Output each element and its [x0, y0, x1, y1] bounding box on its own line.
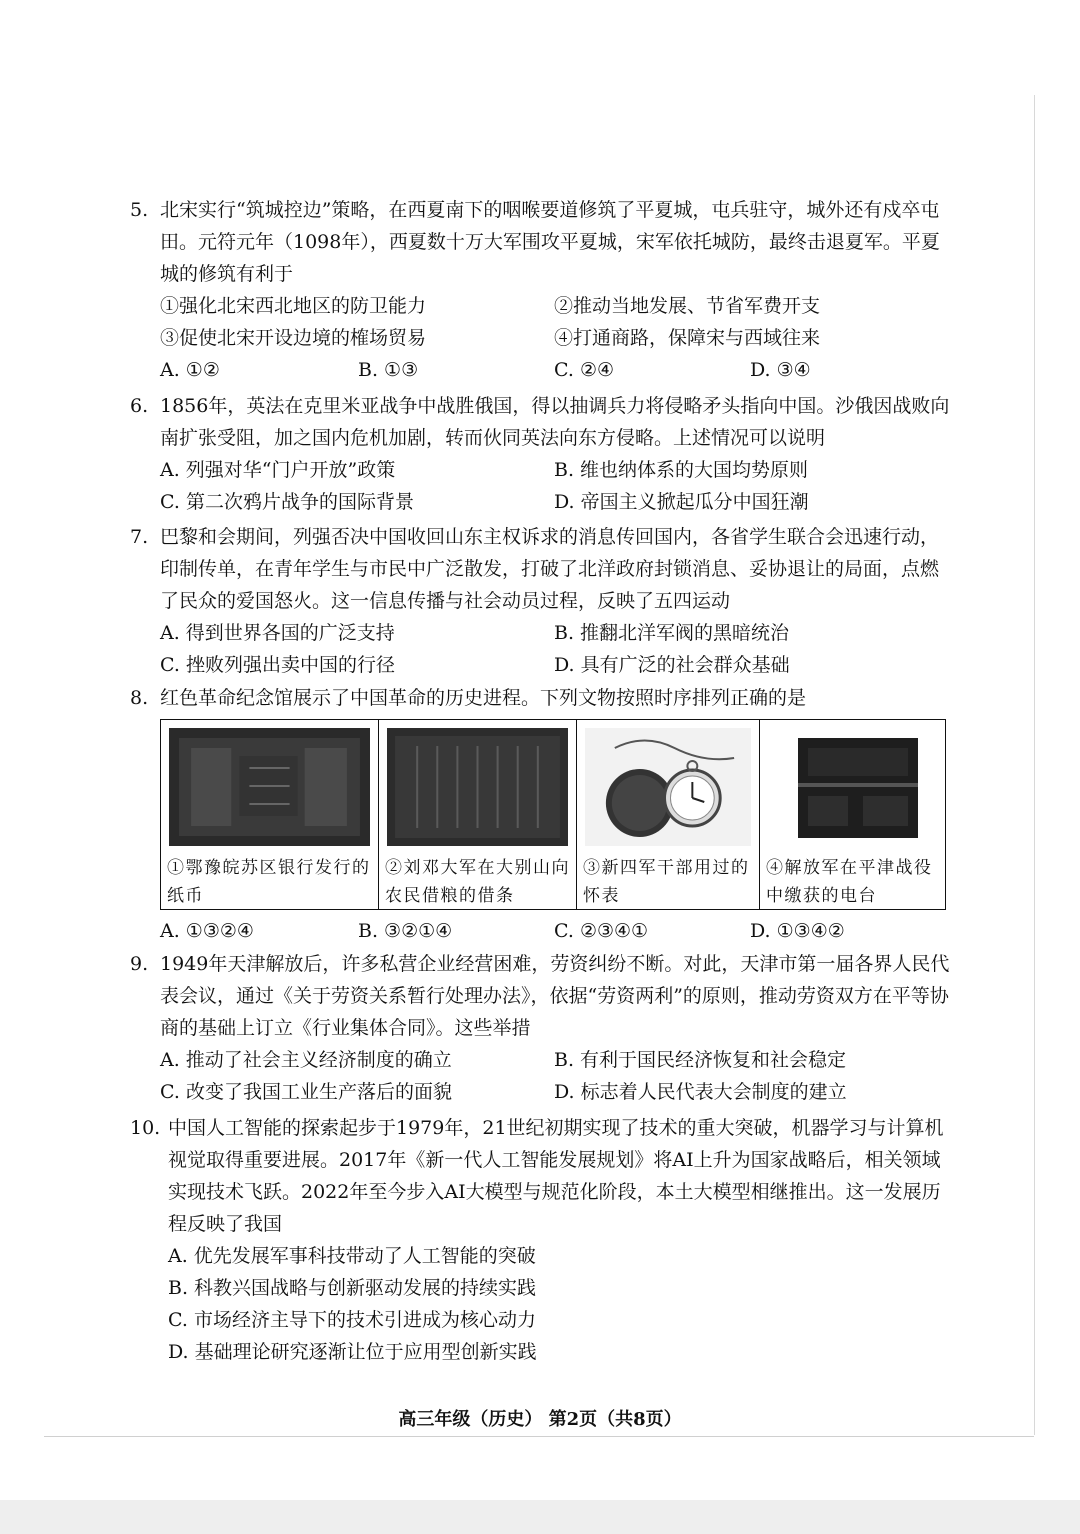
option-a: A. 列强对华“门户开放”政策 — [160, 459, 396, 481]
question-8-options — [130, 915, 950, 947]
option-a: A. 得到世界各国的广泛支持 — [160, 622, 395, 644]
option-row — [160, 617, 950, 649]
sheet-edge — [1034, 95, 1035, 1435]
page-footer: 高三年级（历史） 第2页（共8页） — [398, 1409, 682, 1430]
banknote-photo — [169, 728, 370, 846]
item: ②推动当地发展、节省军费开支 — [554, 295, 821, 317]
option-b: B. 有利于国民经济恢复和社会稳定 — [554, 1049, 847, 1071]
question-number: 10. — [130, 1117, 161, 1139]
option-row — [160, 649, 950, 681]
option-c: C. 挫败列强出卖中国的行径 — [160, 654, 395, 676]
option-d: D. 帝国主义掀起瓜分中国狂潮 — [554, 491, 809, 513]
question-number: 7. — [130, 526, 149, 548]
question-5 — [130, 194, 950, 386]
option-a: A. ①② — [160, 359, 220, 381]
artifact-table — [160, 719, 946, 910]
question-number: 8. — [130, 687, 149, 709]
option-row — [160, 354, 950, 386]
pocket-watch-photo — [585, 728, 751, 846]
option-row — [160, 1076, 950, 1108]
sheet-edge — [44, 1436, 1034, 1437]
loan-note-photo — [387, 728, 568, 846]
question-stem: 巴黎和会期间，列强否决中国收回山东主权诉求的消息传回国内，各省学生联合会迅速行动，印制传单，在青年学生与市民中广泛散发，打破了北洋政府封锁消息、妥协退让的局面，点燃了民众的爱国怒火。这一信息传播与社会动员过程，反映了五四运动 — [160, 526, 940, 612]
question-number: 9. — [130, 953, 149, 975]
option-d: D. 基础理论研究逐渐让位于应用型创新实践 — [168, 1341, 537, 1363]
question-stem: 中国人工智能的探索起步于1979年，21世纪初期实现了技术的重大突破，机器学习与计算机视觉取得重要进展。2017年《新一代人工智能发展规划》将AI上升为国家战略后，相关领域实现技术飞跃。2022年至今步入AI大模型与规范化阶段，本土大模型相继推出。这一发展历程反映了我国 — [168, 1117, 944, 1235]
option-b: B. ①③ — [358, 359, 419, 381]
artifact-cell — [379, 720, 577, 909]
question-stem: 1856年，英法在克里米亚战争中战胜俄国，得以抽调兵力将侵略矛头指向中国。沙俄因战败向南扩张受阻，加之国内危机加剧，转而伙同英法向东方侵略。上述情况可以说明 — [160, 395, 950, 449]
artifact-cell — [161, 720, 379, 909]
artifact-caption: ①鄂豫皖苏区银行发行的纸币 — [167, 858, 371, 906]
artifact-cell — [760, 720, 946, 909]
artifact-caption: ③新四军干部用过的怀表 — [583, 858, 750, 906]
artifact-cell — [577, 720, 760, 909]
option-c: C. ②④ — [554, 359, 615, 381]
question-number: 5. — [130, 199, 149, 221]
artifact-caption: ②刘邓大军在大别山向农民借粮的借条 — [385, 858, 570, 906]
question-8 — [130, 682, 950, 714]
option-row — [160, 1044, 950, 1076]
option-a: A. 优先发展军事科技带动了人工智能的突破 — [168, 1245, 536, 1267]
question-7 — [130, 521, 950, 681]
option-d: D. 标志着人民代表大会制度的建立 — [554, 1081, 847, 1103]
option-d: D. ①③④② — [750, 920, 845, 942]
option-b: B. 推翻北洋军阀的黑暗统治 — [554, 622, 790, 644]
question-number: 6. — [130, 395, 149, 417]
background-strip — [0, 1500, 1080, 1534]
option-c: C. 市场经济主导下的技术引进成为核心动力 — [168, 1309, 536, 1331]
option-row — [160, 915, 950, 947]
question-stem: 北宋实行“筑城控边”策略，在西夏南下的咽喉要道修筑了平夏城，屯兵驻守，城外还有戍卒屯田。元符元年（1098年），西夏数十万大军围攻平夏城，宋军依托城防，最终击退夏军。平夏城的修筑有利于 — [160, 199, 940, 285]
option-a: A. 推动了社会主义经济制度的确立 — [160, 1049, 452, 1071]
option-b: B. 维也纳体系的大国均势原则 — [554, 459, 809, 481]
question-stem: 1949年天津解放后，许多私营企业经营困难，劳资纠纷不断。对此，天津市第一届各界人民代表会议，通过《关于劳资关系暂行处理办法》，依据“劳资两利”的原则，推动劳资双方在平等协商的基础上订立《行业集体合同》。这些举措 — [160, 953, 950, 1039]
question-9 — [130, 948, 950, 1108]
item: ④打通商路，保障宋与西域往来 — [554, 327, 821, 349]
question-6 — [130, 390, 950, 518]
option-row — [160, 486, 950, 518]
option-c: C. 改变了我国工业生产落后的面貌 — [160, 1081, 452, 1103]
option-a: A. ①③②④ — [160, 920, 254, 942]
option-c: C. 第二次鸦片战争的国际背景 — [160, 491, 414, 513]
option-row — [160, 454, 950, 486]
option-d: D. ③④ — [750, 359, 811, 381]
item-row — [160, 290, 950, 322]
option-b: B. ③②①④ — [358, 920, 453, 942]
item: ③促使北宋开设边境的榷场贸易 — [160, 327, 427, 349]
question-stem: 红色革命纪念馆展示了中国革命的历史进程。下列文物按照时序排列正确的是 — [160, 687, 807, 709]
item: ①强化北宋西北地区的防卫能力 — [160, 295, 427, 317]
item-row — [160, 322, 950, 354]
artifact-caption: ④解放军在平津战役中缴获的电台 — [766, 858, 933, 906]
option-b: B. 科教兴国战略与创新驱动发展的持续实践 — [168, 1277, 537, 1299]
radio-photo — [768, 728, 938, 846]
option-c: C. ②③④① — [554, 920, 649, 942]
option-d: D. 具有广泛的社会群众基础 — [554, 654, 790, 676]
question-10 — [130, 1112, 950, 1368]
